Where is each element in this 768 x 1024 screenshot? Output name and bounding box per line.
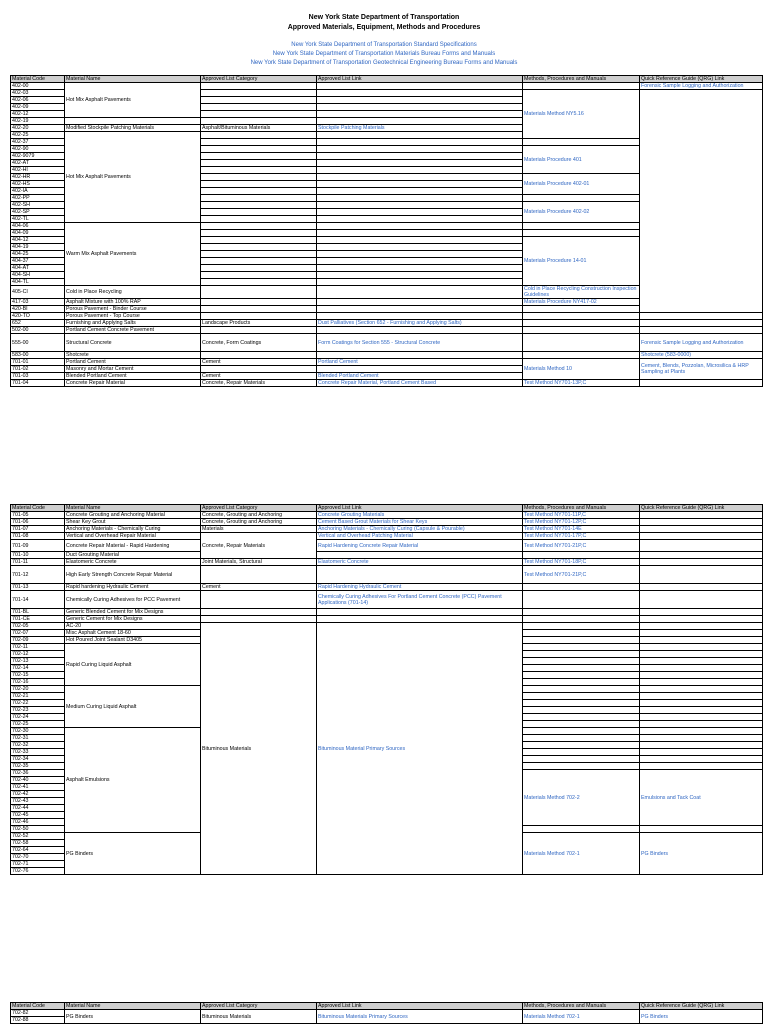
- qrg-link[interactable]: Cement, Blends, Pozzolan, Microsilica & HRP Sampling at Plants: [640, 359, 763, 380]
- material-code: 420-TO: [11, 313, 65, 320]
- material-code: 404-19: [11, 244, 65, 251]
- table-row: [11, 352, 763, 359]
- material-code: 404-SH: [11, 272, 65, 279]
- approved-list-link[interactable]: Bituminous Material Primary Sources: [317, 623, 523, 875]
- material-code: 404-12: [11, 237, 65, 244]
- table-row: [11, 623, 763, 630]
- material-code: 555-00: [11, 334, 65, 352]
- method-link[interactable]: Materials Method 702-1: [523, 833, 640, 875]
- table-row: [11, 533, 763, 540]
- material-code: 702-64: [11, 847, 65, 854]
- table-row: [11, 552, 763, 559]
- material-code: 702-35: [11, 763, 65, 770]
- col-material-name: Material Name: [65, 1003, 201, 1010]
- material-code: 702-05: [11, 623, 65, 630]
- material-code: 702-41: [11, 784, 65, 791]
- method-link[interactable]: Test Method NY701-18P,C: [523, 559, 640, 566]
- material-code: 702-20: [11, 686, 65, 693]
- material-code: 402-37: [11, 139, 65, 146]
- approved-list-link[interactable]: Rapid Hardening Concrete Repair Material: [317, 540, 523, 552]
- material-code: 502-00: [11, 327, 65, 334]
- material-name: Medium Curing Liquid Asphalt: [65, 686, 201, 728]
- approved-list-link[interactable]: Portland Cement: [317, 359, 523, 366]
- col-material-code: Material Code: [11, 76, 65, 83]
- table-header-row: [11, 76, 763, 83]
- col-material-name: Material Name: [65, 505, 201, 512]
- method-link[interactable]: Materials Method 702-1: [523, 1010, 640, 1024]
- material-name: Anchoring Materials - Chemically Curing: [65, 526, 201, 533]
- approved-list-category: Bituminous Materials: [201, 623, 317, 875]
- col-approved-list-link: Approved List Link: [317, 76, 523, 83]
- material-code: 404-09: [11, 230, 65, 237]
- table-row: [11, 540, 763, 552]
- method-link[interactable]: Materials Method NY5.16: [523, 90, 640, 139]
- material-name: Rapid Curing Liquid Asphalt: [65, 644, 201, 686]
- table-row: [11, 591, 763, 609]
- material-name: Rapid hardening Hydraulic Cement: [65, 584, 201, 591]
- table-row: [11, 1010, 763, 1017]
- col-approved-list-category: Approved List Category: [201, 76, 317, 83]
- col-methods: Methods, Procedures and Manuals: [523, 505, 640, 512]
- material-code: 702-40: [11, 777, 65, 784]
- approved-list-link[interactable]: Form Coatings for Section 555 - Structural Concrete: [317, 334, 523, 352]
- material-name: Blended Portland Cement: [65, 373, 201, 380]
- table-header-row: [11, 505, 763, 512]
- col-approved-list-category: Approved List Category: [201, 505, 317, 512]
- approved-list-category: Cement: [201, 359, 317, 366]
- material-name: Cold in Place Recycling: [65, 286, 201, 299]
- material-code: 701-02: [11, 366, 65, 373]
- material-name: Asphalt Mixture with 100% RAP: [65, 299, 201, 306]
- material-name: Masonry and Mortar Cement: [65, 366, 201, 373]
- table-row: [11, 519, 763, 526]
- material-name: Chemically Curing Adhesives for PCC Pavement: [65, 591, 201, 609]
- material-code: 701-CE: [11, 616, 65, 623]
- material-code: 702-15: [11, 672, 65, 679]
- method-link[interactable]: Materials Procedure 402-01: [523, 174, 640, 195]
- material-code: 701-12: [11, 566, 65, 584]
- material-name: Misc Asphalt Cement 18-60: [65, 630, 201, 637]
- material-code: 402-HI: [11, 167, 65, 174]
- table-row: [11, 327, 763, 334]
- material-code: 402-06: [11, 97, 65, 104]
- material-code: 402-AT: [11, 160, 65, 167]
- material-code: 702-24: [11, 714, 65, 721]
- qrg-link[interactable]: Emulsions and Tack Coat: [640, 770, 763, 826]
- material-code: 701-06: [11, 519, 65, 526]
- col-methods: Methods, Procedures and Manuals: [523, 1003, 640, 1010]
- material-name: Warm Mix Asphalt Pavements: [65, 223, 201, 286]
- table-row: [11, 584, 763, 591]
- material-code: 702-31: [11, 735, 65, 742]
- material-code: 702-25: [11, 721, 65, 728]
- material-name: Concrete Repair Material: [65, 380, 201, 387]
- material-name: PG Binders: [65, 1010, 201, 1024]
- material-name: Concrete Repair Material - Rapid Hardening: [65, 540, 201, 552]
- method-link[interactable]: Materials Procedure 14-01: [523, 237, 640, 286]
- material-code: 702-82: [11, 1010, 65, 1017]
- material-name: Asphalt Emulsions: [65, 728, 201, 833]
- material-name: Furnishing and Applying Salts: [65, 320, 201, 327]
- material-name: Hot Mix Asphalt Pavements: [65, 132, 201, 223]
- material-name: PG Binders: [65, 833, 201, 875]
- material-code: 702-45: [11, 812, 65, 819]
- material-name: Porous Pavement - Top Course: [65, 313, 201, 320]
- col-approved-list-link: Approved List Link: [317, 1003, 523, 1010]
- approved-list-category: Concrete, Repair Materials: [201, 533, 317, 559]
- material-code: 404-37: [11, 258, 65, 265]
- qrg-link[interactable]: Forensic Sample Logging and Authorization: [640, 83, 763, 90]
- material-name: Porous Pavement - Binder Course: [65, 306, 201, 313]
- material-code: 702-21: [11, 693, 65, 700]
- approved-list-link[interactable]: Concrete Repair Material, Portland Cement Based: [317, 380, 523, 387]
- material-name: Modified Stockpile Patching Materials: [65, 125, 201, 132]
- material-code: 701-08: [11, 533, 65, 540]
- material-code: 402-HS: [11, 181, 65, 188]
- approved-list-category: Landscape Products: [201, 320, 317, 327]
- material-name: Portland Cement Concrete Pavement: [65, 327, 201, 334]
- material-code: 702-46: [11, 819, 65, 826]
- table-row: [11, 616, 763, 623]
- method-link[interactable]: Test Method NY701-13P,C: [523, 380, 640, 387]
- material-name: Structural Concrete: [65, 334, 201, 352]
- material-code: 702-52: [11, 833, 65, 840]
- approved-list-category: Cement: [201, 584, 317, 591]
- material-code: 701-11: [11, 559, 65, 566]
- material-code: 701-13: [11, 584, 65, 591]
- material-code: 702-33: [11, 749, 65, 756]
- qrg-link[interactable]: Forensic Sample Logging and Authorization: [640, 334, 763, 352]
- material-code: 702-58: [11, 840, 65, 847]
- material-name: AC-20: [65, 623, 201, 630]
- material-code: 702-09: [11, 637, 65, 644]
- material-code: 402-90: [11, 146, 65, 153]
- material-code: 404-25: [11, 251, 65, 258]
- table-row: [11, 313, 763, 320]
- approved-list-link[interactable]: Vertical and Overhead Patching Material: [317, 533, 523, 540]
- material-name: Shotcrete: [65, 352, 201, 359]
- method-link[interactable]: Test Method NY701-12P,C: [523, 519, 640, 526]
- qrg-link[interactable]: Shotcrete (583-0000): [640, 352, 763, 359]
- material-code: 702-42: [11, 791, 65, 798]
- material-code: 702-07: [11, 630, 65, 637]
- table-header-row: [11, 1003, 763, 1010]
- material-code: 701-10: [11, 552, 65, 559]
- header-links: [0, 41, 768, 68]
- method-link[interactable]: Materials Method 702-2: [523, 770, 640, 826]
- material-code: 701-03: [11, 373, 65, 380]
- material-name: Elastomeric Concrete: [65, 559, 201, 566]
- material-code: 583-00: [11, 352, 65, 359]
- material-code: 702-30: [11, 728, 65, 735]
- method-link[interactable]: Test Method NY701-14E: [523, 526, 640, 533]
- material-code: 402-25: [11, 132, 65, 139]
- material-code: 702-16: [11, 679, 65, 686]
- geotechnical-bureau-forms-link[interactable]: New York State Department of Transportation Geotechnical Engineering Bureau Forms and Manuals: [250, 60, 518, 66]
- method-link[interactable]: Test Method NY701-11P,C: [523, 512, 640, 519]
- material-code: 701-14: [11, 591, 65, 609]
- approved-list-category: Concrete, Form Coatings: [201, 334, 317, 352]
- approved-list-link[interactable]: Dust Palliatives (Section 652 - Furnishing and Applying Salts): [317, 320, 523, 327]
- material-name: Vertical and Overhead Repair Material: [65, 533, 201, 540]
- materials-table-3: [10, 1002, 763, 1024]
- approved-list-link[interactable]: Anchoring Materials - Chemically Curing (Capsule & Pourable): [317, 526, 523, 533]
- col-qrg-link: Quick Reference Guide (QRG) Link: [640, 76, 763, 83]
- approved-list-link[interactable]: Concrete Grouting Materials: [317, 512, 523, 519]
- materials-bureau-forms-link[interactable]: New York State Department of Transportation Materials Bureau Forms and Manuals: [272, 51, 496, 57]
- material-code: 404-TL: [11, 279, 65, 286]
- materials-table-1: [10, 75, 763, 387]
- method-link[interactable]: Materials Method 10: [523, 359, 640, 380]
- materials-table-2: [10, 504, 763, 875]
- qrg-link[interactable]: PG Binders: [640, 833, 763, 875]
- table-row: [11, 359, 763, 366]
- material-code: 702-70: [11, 854, 65, 861]
- qrg-link[interactable]: PG Binders: [640, 1010, 763, 1024]
- material-code: 702-34: [11, 756, 65, 763]
- approved-list-link[interactable]: Elastomeric Concrete: [317, 559, 523, 566]
- material-name: Portland Cement: [65, 359, 201, 366]
- col-methods: Methods, Procedures and Manuals: [523, 76, 640, 83]
- material-name: High Early Strength Concrete Repair Material: [65, 566, 201, 584]
- material-code: 701-04: [11, 380, 65, 387]
- material-code: 402-12: [11, 111, 65, 118]
- standard-specifications-link[interactable]: New York State Department of Transportation Standard Specifications: [291, 42, 477, 48]
- method-link[interactable]: Test Method NY701-17P,C: [523, 533, 640, 540]
- col-material-code: Material Code: [11, 505, 65, 512]
- method-link[interactable]: Materials Procedure NY417-02: [523, 299, 640, 306]
- material-code: 402-IA: [11, 188, 65, 195]
- material-code: 702-44: [11, 805, 65, 812]
- material-code: 402-TL: [11, 216, 65, 223]
- material-name: Shear Key Grout: [65, 519, 201, 526]
- material-code: 702-11: [11, 644, 65, 651]
- material-code: 402-19: [11, 118, 65, 125]
- approved-list-link[interactable]: Stockpile Patching Materials: [317, 125, 523, 132]
- material-code: 402-SH: [11, 202, 65, 209]
- table-row: [11, 512, 763, 519]
- approved-list-category: Concrete, Grouting and Anchoring: [201, 519, 317, 526]
- material-name: Concrete Grouting and Anchoring Material: [65, 512, 201, 519]
- material-code: 405-CI: [11, 286, 65, 299]
- material-name: Generic Cement for Mix Designs: [65, 616, 201, 623]
- material-code: 402-20: [11, 125, 65, 132]
- material-code: 701-BL: [11, 609, 65, 616]
- approved-list-category: Cement: [201, 373, 317, 380]
- table-row: [11, 566, 763, 584]
- approved-list-link[interactable]: Bituminous Materials Primary Sources: [317, 1010, 523, 1024]
- approved-list-category: Joint Materials, Structural: [201, 559, 317, 566]
- material-code: 702-76: [11, 868, 65, 875]
- method-link[interactable]: Test Method NY701-21P,C: [523, 566, 640, 584]
- material-name: Duct Grouting Material: [65, 552, 201, 559]
- col-qrg-link: Quick Reference Guide (QRG) Link: [640, 505, 763, 512]
- method-link[interactable]: Materials Procedure 401: [523, 146, 640, 174]
- material-code: 702-32: [11, 742, 65, 749]
- approved-list-category: Bituminous Materials: [201, 1010, 317, 1024]
- material-code: 701-09: [11, 540, 65, 552]
- approved-list-link[interactable]: Cement Based Grout Materials for Shear Keys: [317, 519, 523, 526]
- approved-list-category: Concrete, Grouting and Anchoring: [201, 512, 317, 519]
- method-link[interactable]: Materials Procedure 402-02: [523, 202, 640, 223]
- material-code: 702-14: [11, 665, 65, 672]
- material-code: 701-01: [11, 359, 65, 366]
- material-name: Hot Mix Asphalt Pavements: [65, 83, 201, 118]
- material-code: 701-07: [11, 526, 65, 533]
- col-approved-list-link: Approved List Link: [317, 505, 523, 512]
- page-title: New York State Department of Transportation: [308, 14, 460, 21]
- col-material-name: Material Name: [65, 76, 201, 83]
- material-code: 702-88: [11, 1017, 65, 1024]
- table-row: [11, 609, 763, 616]
- material-code: 402-SP: [11, 209, 65, 216]
- material-code: 702-43: [11, 798, 65, 805]
- material-code: 402-00: [11, 83, 65, 90]
- col-approved-list-category: Approved List Category: [201, 1003, 317, 1010]
- table-row: [11, 559, 763, 566]
- table-row: [11, 526, 763, 533]
- table-row: [11, 320, 763, 327]
- material-code: 402-HR: [11, 174, 65, 181]
- material-code: 402-PP: [11, 195, 65, 202]
- material-code: 702-12: [11, 651, 65, 658]
- material-code: 417-03: [11, 299, 65, 306]
- material-code: 702-36: [11, 770, 65, 777]
- material-code: 420-BI: [11, 306, 65, 313]
- approved-list-link[interactable]: Rapid Hardening Hydraulic Cement: [317, 584, 523, 591]
- material-code: 402-09: [11, 104, 65, 111]
- approved-list-category: Concrete, Repair Materials: [201, 380, 317, 387]
- table-row: [11, 334, 763, 352]
- material-code: 702-23: [11, 707, 65, 714]
- material-code: 702-13: [11, 658, 65, 665]
- approved-list-link[interactable]: Chemically Curing Adhesives For Portland Cement Concrete (PCC) Pavement Applications (701-14): [317, 591, 523, 609]
- material-code: 701-05: [11, 512, 65, 519]
- material-code: 702-50: [11, 826, 65, 833]
- method-link[interactable]: Cold in Place Recycling Construction Inspection Guidelines: [523, 286, 640, 299]
- material-code: 702-71: [11, 861, 65, 868]
- material-code: 404-06: [11, 223, 65, 230]
- material-code: 652: [11, 320, 65, 327]
- material-code: 702-22: [11, 700, 65, 707]
- approved-list-category: Asphalt/Bituminous Materials: [201, 125, 317, 132]
- approved-list-category: Materials: [201, 526, 317, 533]
- material-code: 402-9079: [11, 153, 65, 160]
- material-name: Generic Blended Cement for Mix Designs: [65, 609, 201, 616]
- page-subtitle: Approved Materials, Equipment, Methods and Procedures: [287, 24, 481, 31]
- material-code: 402-03: [11, 90, 65, 97]
- table-row: [11, 380, 763, 387]
- approved-list-link[interactable]: Blended Portland Cement: [317, 373, 523, 380]
- method-link[interactable]: Test Method NY701-21P,C: [523, 540, 640, 552]
- col-material-code: Material Code: [11, 1003, 65, 1010]
- col-qrg-link: Quick Reference Guide (QRG) Link: [640, 1003, 763, 1010]
- material-name: Hot Poured Joint Sealant D3405: [65, 637, 201, 644]
- material-code: 404-AT: [11, 265, 65, 272]
